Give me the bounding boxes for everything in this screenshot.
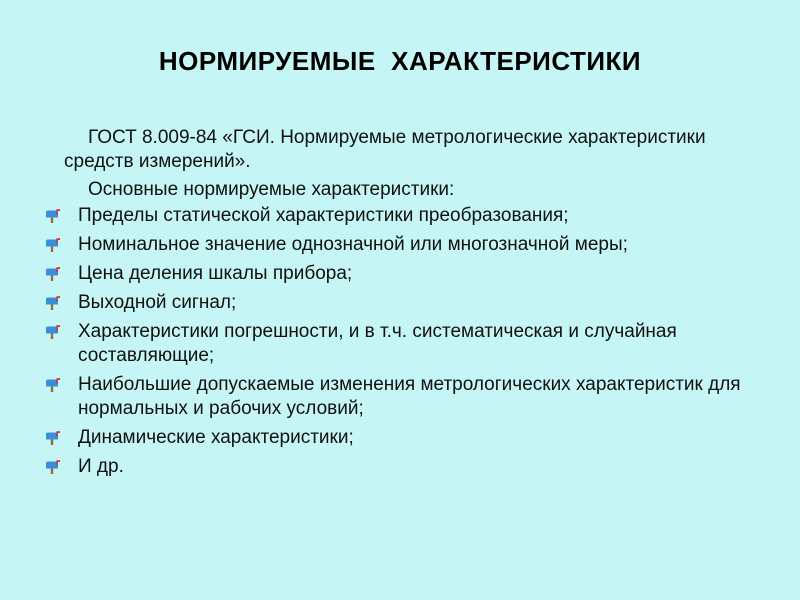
slide-content <box>40 126 760 484</box>
mailbox-icon <box>40 204 64 228</box>
subheading: Основные нормируемые характеристики: <box>88 179 455 200</box>
list-item <box>40 426 760 450</box>
list-item-text: И др. <box>78 456 124 477</box>
list-item-text: Цена деления шкалы прибора; <box>78 263 353 284</box>
mailbox-icon <box>40 373 64 397</box>
list-item <box>40 291 760 315</box>
slide-title: НОРМИРУЕМЫЕ ХАРАКТЕРИСТИКИ <box>158 46 642 76</box>
list-item <box>40 204 760 228</box>
list-item-text: Пределы статической характеристики преобразования; <box>78 205 569 226</box>
mailbox-icon <box>40 233 64 257</box>
mailbox-icon <box>40 426 64 450</box>
list-item <box>40 262 760 286</box>
list-item-text: Динамические характеристики; <box>78 427 354 448</box>
list-item <box>40 455 760 479</box>
mailbox-icon <box>40 320 64 344</box>
list-item <box>40 320 760 368</box>
mailbox-icon <box>40 262 64 286</box>
list-item-text: Характеристики погрешности, и в т.ч. систематическая и случайная составляющие; <box>78 321 677 366</box>
bullet-list <box>40 204 760 479</box>
list-item <box>40 373 760 421</box>
intro-text: ГОСТ 8.009-84 «ГСИ. Нормируемые метрологические характеристики средств измерений». <box>64 127 706 172</box>
list-item-text: Наибольшие допускаемые изменения метрологических характеристик для нормальных и рабочих условий; <box>78 374 741 419</box>
list-item <box>40 233 760 257</box>
mailbox-icon <box>40 291 64 315</box>
mailbox-icon <box>40 455 64 479</box>
list-item-text: Номинальное значение однозначной или многозначной меры; <box>78 234 628 255</box>
list-item-text: Выходной сигнал; <box>78 292 237 313</box>
